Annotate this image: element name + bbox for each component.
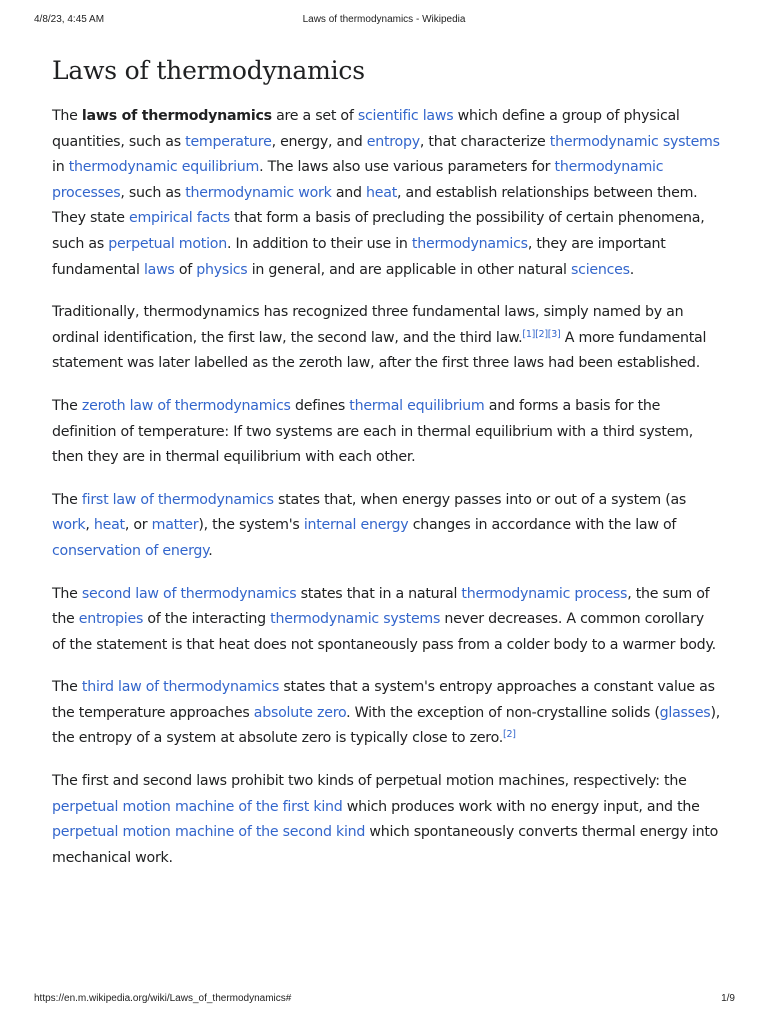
page-number: 1/9 xyxy=(721,993,735,1004)
wiki-link[interactable]: perpetual motion machine of the second kind xyxy=(52,824,366,841)
wiki-link[interactable]: absolute zero xyxy=(253,704,347,721)
citation-link[interactable]: [2] xyxy=(503,729,516,741)
wiki-link[interactable]: sciences xyxy=(571,261,630,278)
paragraph xyxy=(52,300,720,377)
wiki-link[interactable]: temperature xyxy=(185,133,272,150)
print-footer xyxy=(0,993,768,1007)
citation xyxy=(503,729,516,740)
wiki-link[interactable]: physics xyxy=(196,261,248,278)
wiki-link[interactable]: thermodynamic equilibrium xyxy=(68,159,260,176)
wiki-link[interactable]: glasses xyxy=(659,704,711,721)
wiki-link[interactable]: work xyxy=(52,517,86,534)
text-run: and xyxy=(331,184,367,201)
text-run: , energy, and xyxy=(271,133,367,150)
wiki-link[interactable]: matter xyxy=(151,517,199,534)
text-run: A more fundamental statement was later labelled as the zeroth law, after the first three laws had been established. xyxy=(52,329,707,372)
text-run: . xyxy=(629,261,635,278)
text-run: and forms a basis for the definition of temperature: If two systems are each in thermal equilibrium with a third system, then they are in thermal equilibrium with each other. xyxy=(52,397,693,466)
wiki-link[interactable]: thermodynamic process xyxy=(461,585,628,602)
text-run: of xyxy=(174,261,197,278)
citation-link[interactable]: [1][2][3] xyxy=(522,328,561,340)
print-url: https://en.m.wikipedia.org/wiki/Laws_of_thermodynamics# xyxy=(34,993,292,1004)
text-run: states that, when energy passes into or out of a system (as xyxy=(273,491,687,508)
print-page-title: Laws of thermodynamics - Wikipedia xyxy=(302,14,466,25)
text-run: . xyxy=(208,542,213,559)
text-run: changes in accordance with the law of xyxy=(408,517,677,534)
text-run: Traditionally, thermodynamics has recognized three fundamental laws, simply named by an ordinal identification, the first law, the second law, and the third law. xyxy=(52,304,684,346)
text-run: states that in a natural xyxy=(296,585,462,602)
text-run: defines xyxy=(290,397,350,414)
text-run: , or xyxy=(124,517,152,534)
text-run: The xyxy=(52,585,82,602)
text-run: The xyxy=(52,108,82,124)
wiki-link[interactable]: conservation of energy xyxy=(52,542,209,559)
wiki-link[interactable]: first law of thermodynamics xyxy=(81,491,274,508)
wiki-link[interactable]: thermodynamic systems xyxy=(270,611,441,628)
text-run: The xyxy=(52,679,82,696)
wiki-link[interactable]: third law of thermodynamics xyxy=(81,679,280,696)
text-run: . With the exception of non-crystalline solids ( xyxy=(346,704,660,721)
print-header xyxy=(0,14,768,28)
text-run: that form a basis of precluding the possibility of certain phenomena, such as xyxy=(52,210,705,252)
text-run: which produces work with no energy input, and the xyxy=(342,798,700,815)
text-run: The first and second laws prohibit two kinds of perpetual motion machines, respectively: the xyxy=(52,773,687,790)
text-run: The xyxy=(52,397,82,414)
wiki-link[interactable]: empirical facts xyxy=(129,210,230,227)
paragraph xyxy=(52,394,720,471)
text-run: ), the system's xyxy=(198,517,304,534)
text-run: , xyxy=(85,517,94,534)
wiki-link[interactable]: second law of thermodynamics xyxy=(81,585,297,602)
text-run: are a set of xyxy=(271,108,358,124)
wiki-link[interactable]: zeroth law of thermodynamics xyxy=(81,397,291,414)
print-date: 4/8/23, 4:45 AM xyxy=(34,14,105,25)
paragraph xyxy=(52,488,720,565)
text-run: , such as xyxy=(120,184,186,201)
wiki-link[interactable]: laws xyxy=(143,261,175,278)
paragraph xyxy=(52,675,720,752)
wiki-link[interactable]: heat xyxy=(366,184,398,201)
text-run: , and establish relationships between them. They state xyxy=(52,184,698,227)
wiki-link[interactable]: heat xyxy=(93,517,125,534)
paragraph xyxy=(52,582,720,659)
text-run: states that a system's entropy approaches a constant value as the temperature approaches xyxy=(52,679,715,721)
text-run: in general, and are applicable in other natural xyxy=(247,261,571,278)
wiki-link[interactable]: entropies xyxy=(78,611,144,628)
text-run: , that characterize xyxy=(419,133,550,150)
text-run: in xyxy=(52,159,69,176)
wiki-link[interactable]: thermal equilibrium xyxy=(349,397,485,414)
text-run: of the interacting xyxy=(143,611,271,628)
text-run: which spontaneously converts thermal energy into mechanical work. xyxy=(52,824,719,866)
wiki-link[interactable]: thermodynamics xyxy=(411,235,528,252)
text-run: never decreases. A common corollary of the statement is that heat does not spontaneously pass from a colder body to a warmer body. xyxy=(52,611,716,653)
wiki-link[interactable]: thermodynamic work xyxy=(185,184,332,201)
text-run: . In addition to their use in xyxy=(226,235,412,252)
text-run: , they are important fundamental xyxy=(52,235,666,278)
citation xyxy=(522,329,560,340)
wiki-link[interactable]: thermodynamic systems xyxy=(549,133,720,150)
wiki-link[interactable]: scientific laws xyxy=(357,108,454,124)
wiki-link[interactable]: thermodynamic processes xyxy=(52,159,664,201)
text-run: ), the entropy of a system at absolute zero is typically close to zero. xyxy=(52,704,720,747)
paragraph xyxy=(52,104,720,283)
wiki-link[interactable]: entropy xyxy=(366,133,420,150)
article-title: Laws of thermodynamics xyxy=(52,56,365,85)
text-run: which define a group of physical quantities, such as xyxy=(52,108,680,150)
text-run: , the sum of the xyxy=(52,585,710,628)
wiki-link[interactable]: internal energy xyxy=(303,517,409,534)
article-body xyxy=(52,104,720,888)
paragraph xyxy=(52,769,720,871)
text-run: . The laws also use various parameters for xyxy=(259,159,555,176)
text-run: The xyxy=(52,491,82,508)
wiki-link[interactable]: perpetual motion xyxy=(108,235,227,252)
wiki-link[interactable]: perpetual motion machine of the first kind xyxy=(52,798,343,815)
bold-term: laws of thermodynamics xyxy=(81,108,272,124)
